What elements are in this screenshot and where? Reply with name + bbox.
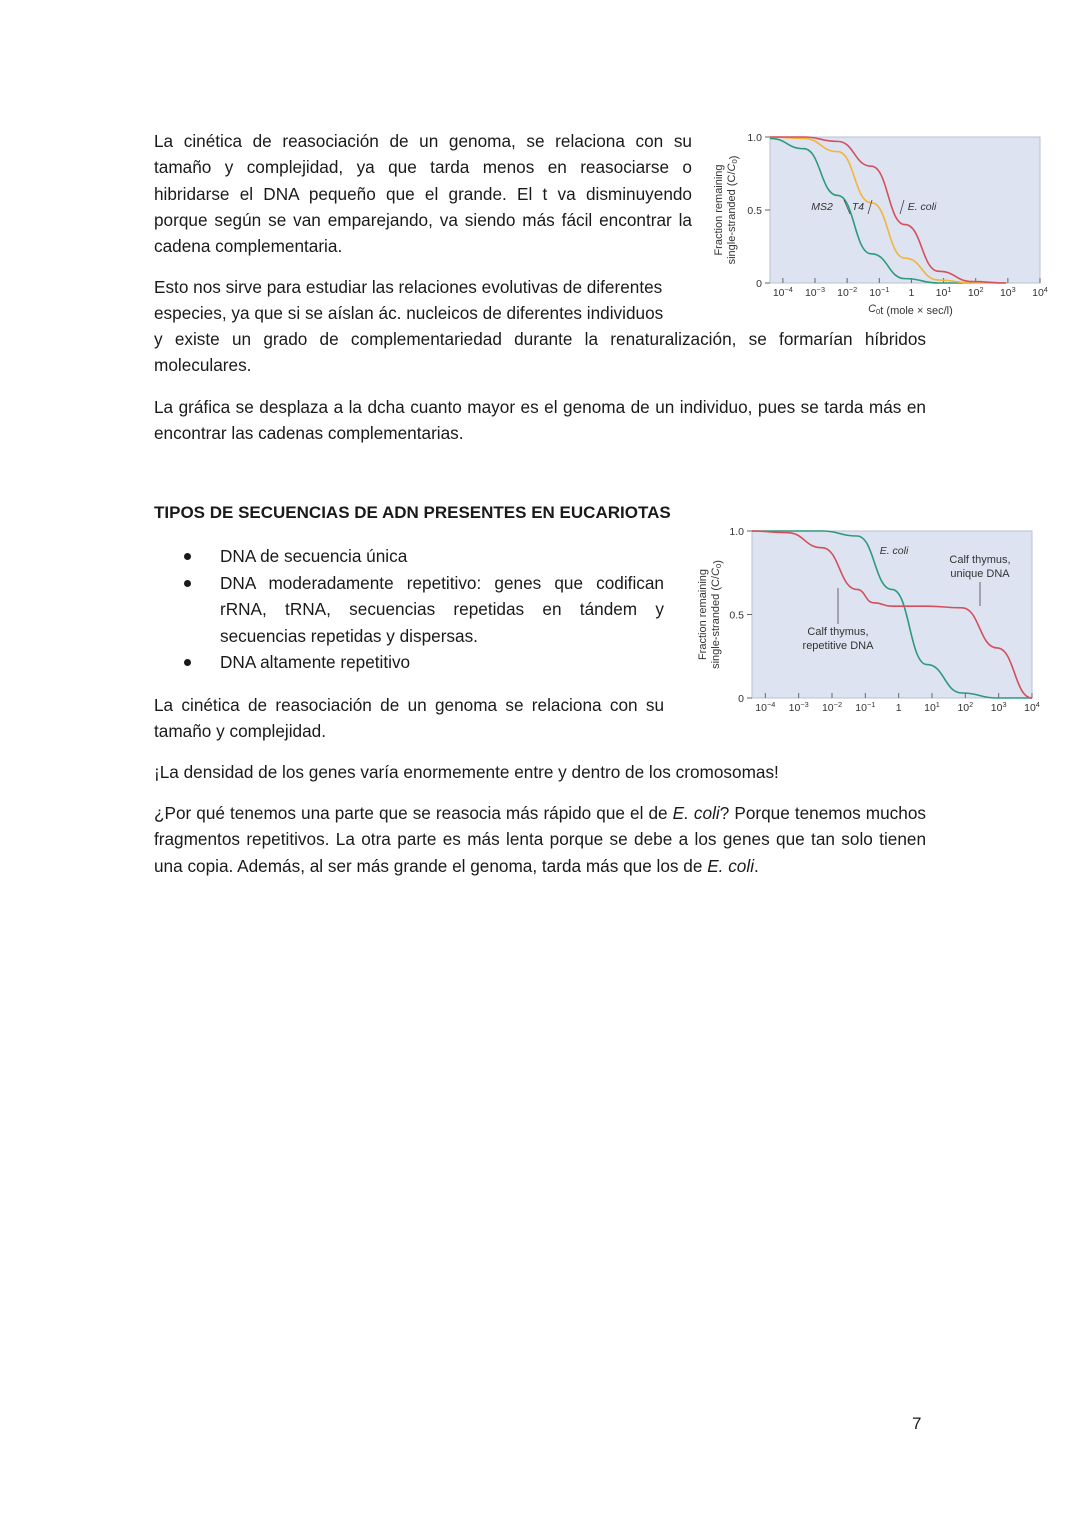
x-tick-label: $10^{-2}$ (837, 285, 858, 299)
y-axis-label: Fraction remaining (697, 568, 709, 661)
page-number: 7 (912, 1414, 922, 1433)
list-item: DNA altamente repetitivo (154, 649, 664, 676)
section-heading: TIPOS DE SECUENCIAS DE ADN PRESENTES EN EUCARIOTAS (154, 503, 671, 522)
x-tick-label: $10^4$ (1024, 700, 1040, 714)
paragraph-kinetics-complexity: La cinética de reasociación de un genoma se relaciona con su tamaño y complejidad. (154, 695, 664, 742)
y-tick-label: 0 (756, 278, 762, 290)
y-tick-label: 0.5 (729, 609, 744, 622)
y-tick-label: 0.5 (747, 205, 762, 217)
annotation-unique-dna: Calf thymus, (949, 554, 1011, 566)
cot-curve-chart-calf-thymus (692, 522, 1042, 722)
x-tick-label: 1 (908, 287, 915, 299)
paragraph-reassociation-kinetics: La cinética de reasociación de un genoma, se relaciona con su tamaño y complejidad, ya que tarda menos en reasociarse o hibridarse el DNA pequeño que el grande. El t va disminuyendo porque según se van emparejando, va siendo más fácil encontrar la cadena complementaria. (154, 131, 692, 257)
x-tick-label: $10^1$ (924, 700, 940, 714)
series-label-t4: T4 (851, 201, 865, 213)
annotation-repetitive-dna: repetitive DNA (802, 640, 874, 652)
paragraph-gene-density: ¡La densidad de los genes varía enormemente entre y dentro de los cromosomas! (154, 762, 779, 782)
annotation-unique-dna: unique DNA (950, 568, 1010, 580)
x-tick-label: $10^{-1}$ (869, 285, 890, 299)
x-tick-label: $10^{-3}$ (788, 700, 809, 714)
paragraph-evolution-line-2: especies, ya que si se aíslan ác. nucleicos de diferentes individuos (154, 303, 664, 323)
series-label-ms2: MS2 (811, 201, 833, 213)
annotation-ecoli: E. coli (879, 545, 909, 557)
x-tick-label: $10^3$ (990, 700, 1007, 714)
x-tick-label: $10^1$ (935, 285, 952, 299)
paragraph-graph-shift: La gráfica se desplaza a la dcha cuanto mayor es el genoma de un individuo, pues se tarda más en encontrar las cadenas complementarias. (154, 397, 926, 444)
y-tick-label: 0 (738, 693, 744, 705)
dna-types-list (154, 543, 664, 676)
y-axis-label: single-stranded (C/C0) (726, 155, 740, 265)
x-tick-label: $10^{-4}$ (772, 285, 793, 299)
y-axis-label: single-stranded (C/C0) (710, 560, 724, 669)
x-tick-label: $10^2$ (957, 700, 974, 714)
bullet-icon (184, 553, 191, 560)
bullet-icon (184, 580, 191, 587)
y-axis-label: Fraction remaining (713, 164, 725, 256)
paragraph-evolution-rest: y existe un grado de complementariedad durante la renaturalización, se formarían híbridos moleculares. (154, 329, 926, 376)
x-tick-label: $10^{-1}$ (855, 700, 876, 714)
x-tick-label: $10^{-3}$ (804, 285, 826, 299)
list-item: DNA moderadamente repetitivo: genes que codifican rRNA, tRNA, secuencias repetidas en tándem y secuencias repetidas y dispersas. (154, 570, 664, 650)
series-label-ecoli: E. coli (907, 201, 937, 213)
y-tick-label: 1.0 (747, 132, 762, 144)
y-tick-label: 1.0 (729, 526, 744, 538)
x-tick-label: 1 (895, 702, 902, 714)
bullet-icon (184, 659, 191, 666)
x-tick-label: $10^4$ (1032, 285, 1048, 299)
x-tick-label: $10^2$ (967, 285, 984, 299)
x-tick-label: $10^{-4}$ (755, 700, 776, 714)
x-tick-label: $10^3$ (999, 285, 1016, 299)
x-axis-label: C0t (mole × sec/l) (868, 303, 953, 317)
list-item: DNA de secuencia única (154, 543, 664, 570)
paragraph-evolution-line-1: Esto nos sirve para estudiar las relaciones evolutivas de diferentes (154, 277, 663, 297)
annotation-repetitive-dna: Calf thymus, (807, 626, 869, 638)
x-tick-label: $10^{-2}$ (821, 700, 843, 714)
cot-curve-chart-viruses (708, 128, 1048, 324)
paragraph-question-ecoli: ¿Por qué tenemos una parte que se reasocia más rápido que el de E. coli? Porque tenemos muchos fragmentos repetitivos. La otra parte es más lenta porque se debe a los genes que tan solo tienen una copia. Además, al ser más grande el genoma, tarda más que los de E. coli. (154, 803, 926, 876)
